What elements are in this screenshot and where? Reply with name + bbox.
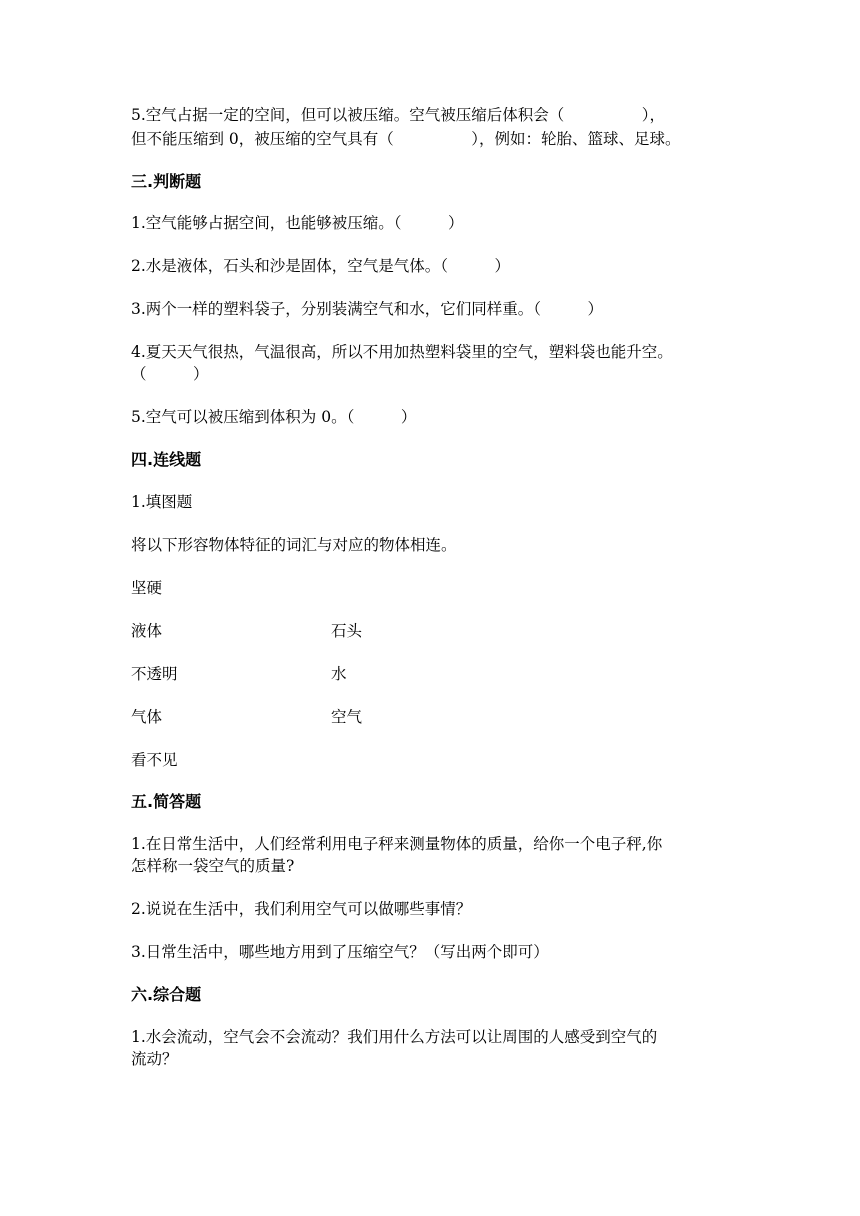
short-answer-item-1-line2: 怎样称一袋空气的质量?: [131, 857, 295, 875]
matching-left-word: 液体: [131, 622, 163, 640]
short-answer-item-2: 2.说说在生活中，我们利用空气可以做哪些事情？: [131, 900, 472, 918]
comprehensive-item-1-line2: 流动？: [131, 1050, 178, 1068]
section-title-comprehensive: 六.综合题: [131, 985, 202, 1004]
comprehensive-item-1-line1: 1.水会流动，空气会不会流动？我们用什么方法可以让周围的人感受到空气的: [131, 1028, 658, 1046]
short-answer-item-1-line1: 1.在日常生活中，人们经常利用电子秤来测量物体的质量，给你一个电子秤,你: [131, 835, 663, 853]
judgement-item-4-line1: 4.夏天天气很热，气温很高，所以不用加热塑料袋里的空气，塑料袋也能升空。: [131, 343, 673, 361]
judgement-item-4-line2: （ ）: [131, 365, 209, 383]
q5-fill-line2: 但不能压缩到 0，被压缩的空气具有（ ），例如：轮胎、篮球、足球。: [131, 130, 681, 148]
section-title-short-answer: 五.简答题: [131, 792, 202, 811]
judgement-item-5: 5.空气可以被压缩到体积为 0。（ ）: [131, 408, 417, 426]
matching-left-word: 看不见: [131, 751, 178, 769]
matching-right-word: 石头: [331, 622, 363, 640]
judgement-item-3: 3.两个一样的塑料袋子，分别装满空气和水，它们同样重。（ ）: [131, 300, 604, 318]
judgement-item-2: 2.水是液体，石头和沙是固体，空气是气体。（ ）: [131, 257, 511, 275]
matching-left-word: 气体: [131, 708, 163, 726]
q5-fill-line1: 5.空气占据一定的空间，但可以被压缩。空气被压缩后体积会（ ），: [131, 106, 666, 124]
section-title-judgement: 三.判断题: [131, 172, 202, 191]
matching-right-word: 水: [331, 665, 347, 683]
matching-right-word: 空气: [331, 708, 363, 726]
matching-left-word: 坚硬: [131, 579, 163, 597]
matching-item-1: 1.填图题: [131, 493, 193, 511]
matching-instruction: 将以下形容物体特征的词汇与对应的物体相连。: [131, 536, 457, 554]
matching-left-word: 不透明: [131, 665, 178, 683]
short-answer-item-3: 3.日常生活中，哪些地方用到了压缩空气？（写出两个即可）: [131, 943, 549, 961]
section-title-matching: 四.连线题: [131, 450, 202, 469]
judgement-item-1: 1.空气能够占据空间，也能够被压缩。（ ）: [131, 214, 464, 232]
